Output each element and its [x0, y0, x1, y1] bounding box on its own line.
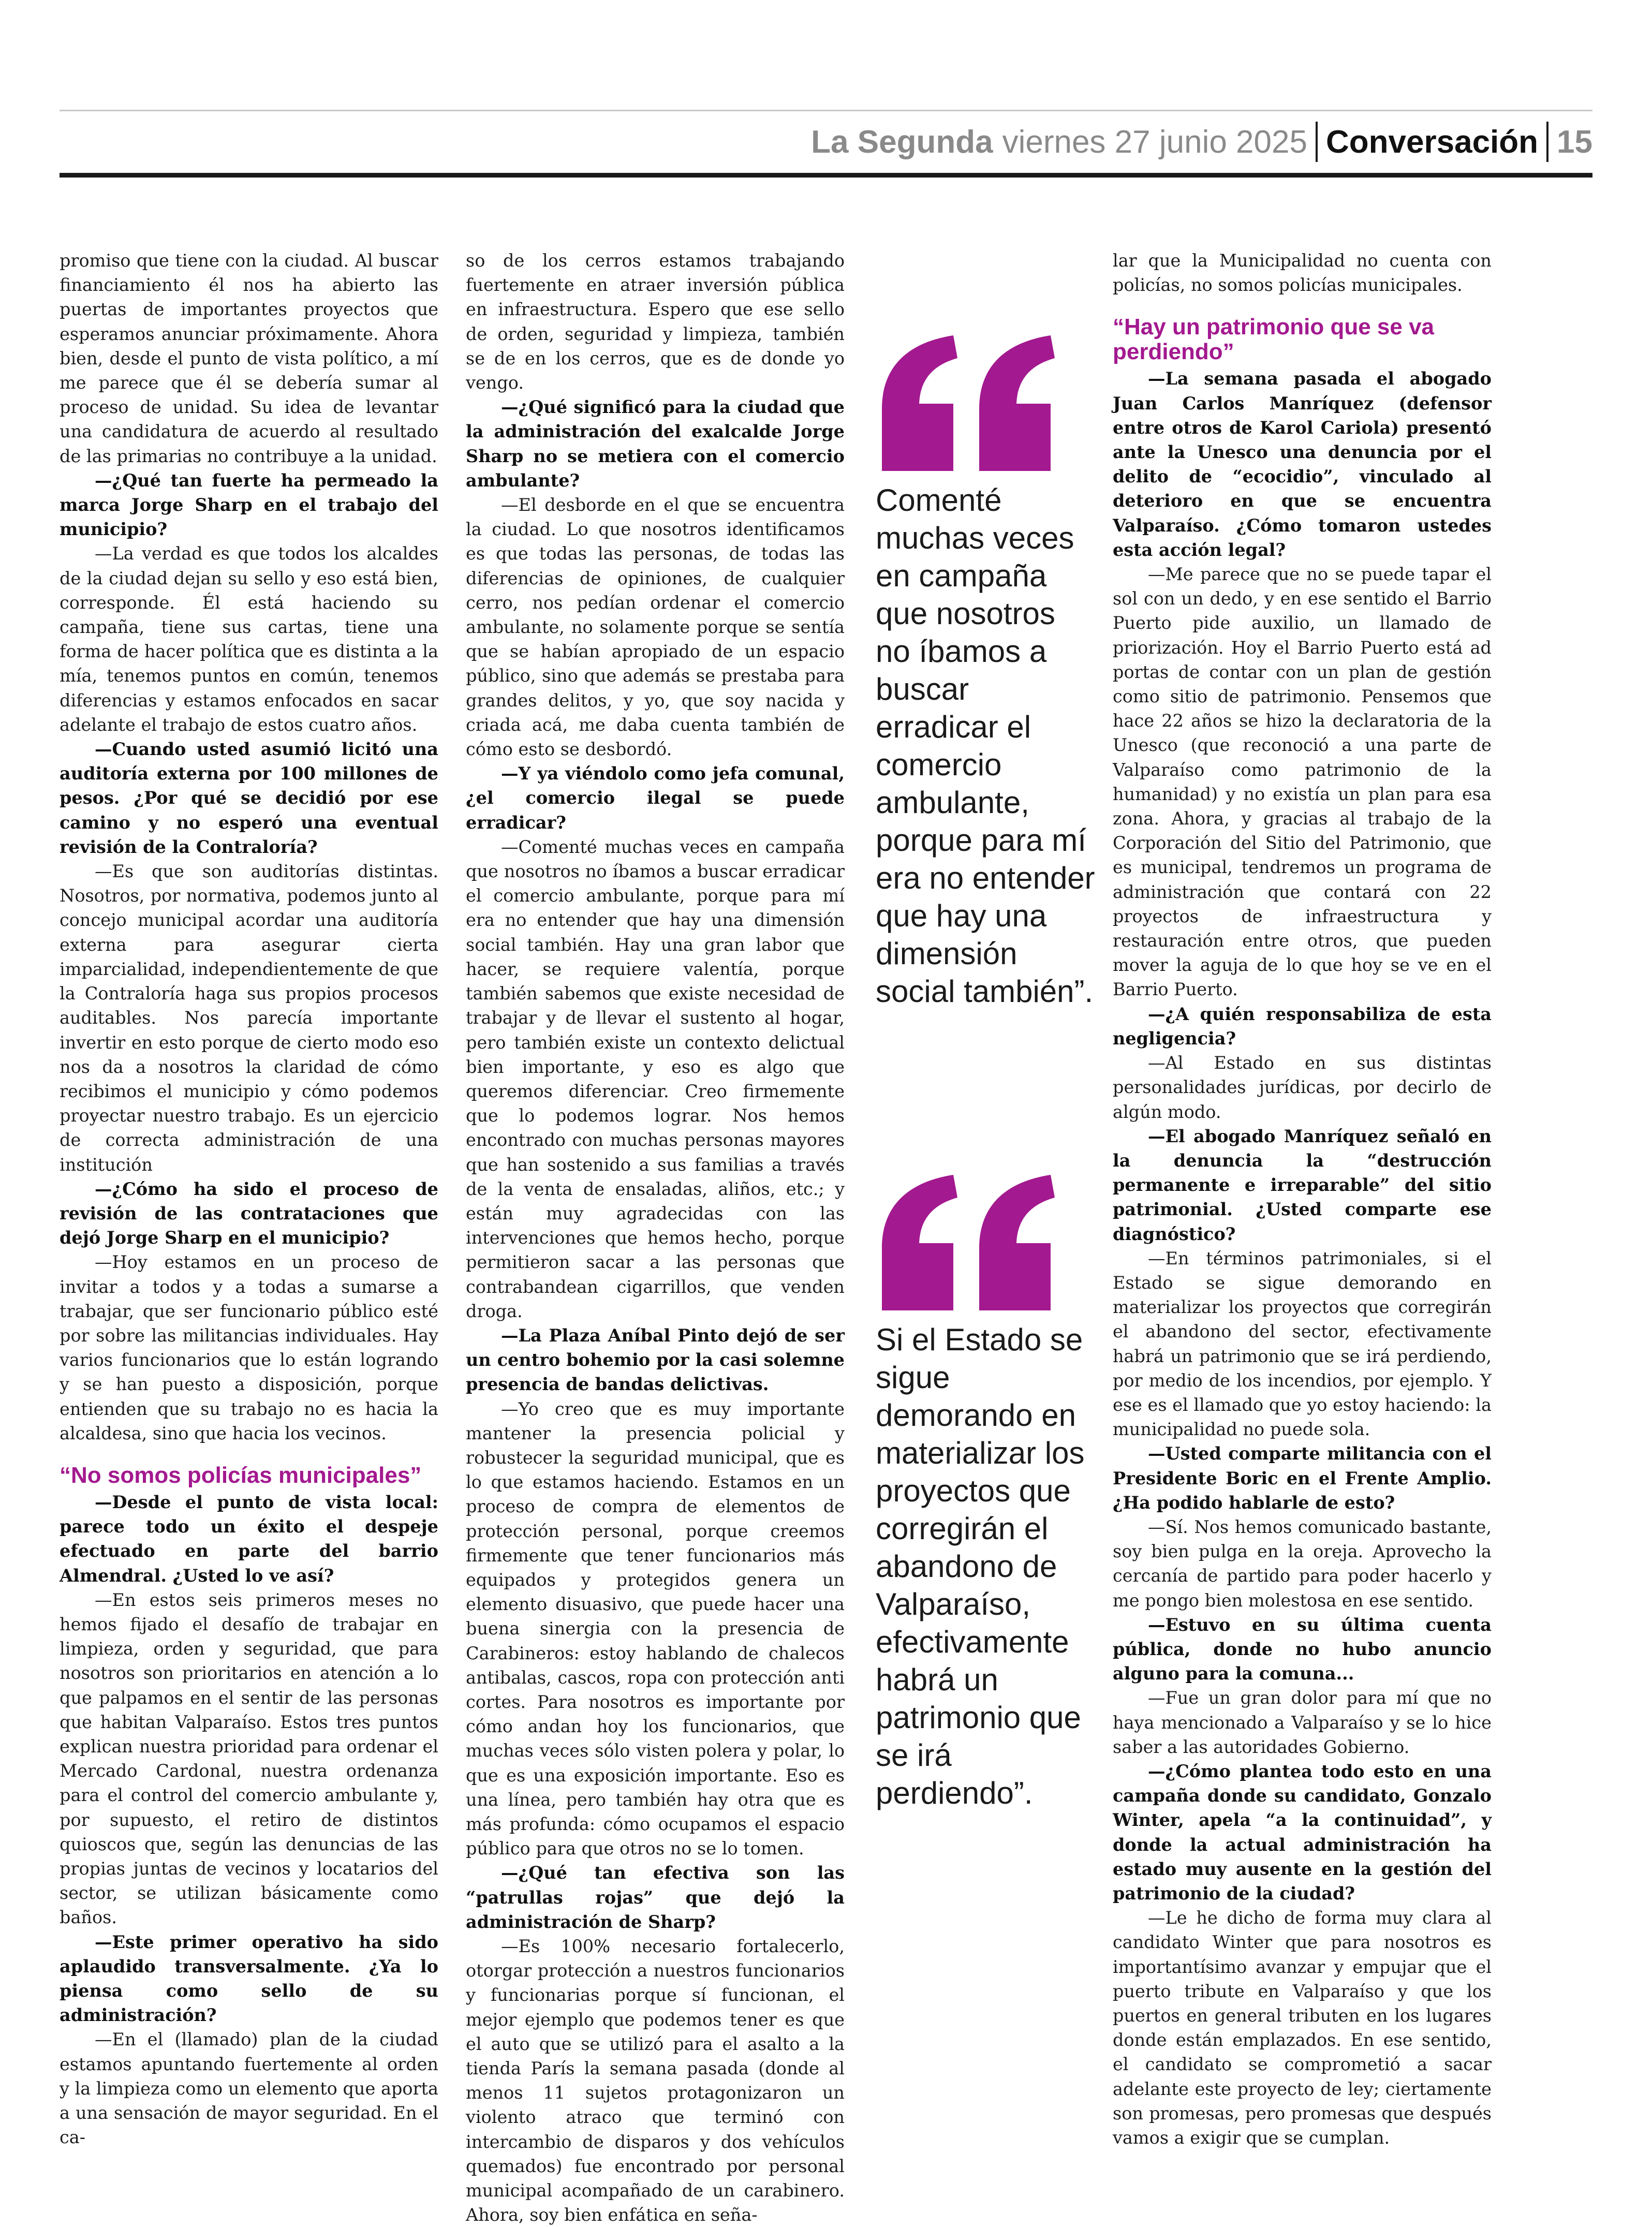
interview-answer: —En el (llamado) plan de la ciudad estamos apuntando fuertemente al orden y la limpieza como un elemento que aporta a una sensación de mayor seguridad. En el ca- — [60, 2029, 439, 2148]
interview-answer: —Fue un gran dolor para mí que no haya mencionado a Valparaíso y se lo hice saber a las autoridades Gobierno. — [1113, 1688, 1492, 1757]
interview-answer: —Es 100% necesario fortalecerlo, otorgar protección a nuestros funcionarios y funcionarias porque sí funcionan, el mejor ejemplo que podemos tener es que el auto que se utilizó para el asalto a la tienda París la semana pasada (donde al menos 11 sujetos protagonizaron un violento atraco que terminó con intercambio de disparos y dos vehículos quemados) fue encontrado por personal municipal acompañado de un carabinero. Ahora, soy bien enfática en seña- — [466, 1936, 845, 2225]
pull-quote-text: Comenté muchas veces en campaña que nosotros no íbamos a buscar erradicar el comercio ambulante, porque para mí era no entender que hay una dimensión social también”. — [876, 483, 1095, 1009]
interview-question: —¿Qué tan efectiva son las “patrullas rojas” que dejó la administración de Sharp? — [466, 1863, 845, 1932]
interview-question: —El abogado Manríquez señaló en la denuncia la “destrucción permanente e irreparable” del sitio patrimonial. ¿Usted comparte ese diagnóstico? — [1113, 1126, 1492, 1244]
interview-question: —Usted comparte militancia con el Presidente Boric en el Frente Amplio. ¿Ha podido hablarle de esto? — [1113, 1443, 1492, 1513]
interview-answer: —Al Estado en sus distintas personalidades jurídicas, por decirlo de algún modo. — [1113, 1053, 1492, 1122]
pull-quote-text: Si el Estado se sigue demorando en materializar los proyectos que corregirán el abandono de Valparaíso, efectivamente habrá un patrimonio que se irá perdiendo”. — [876, 1322, 1085, 1810]
interview-question: —Cuando usted asumió licitó una auditoría externa por 100 millones de pesos. ¿Por qué se decidió por ese camino y no esperó una eventual revisión de la Contraloría? — [60, 739, 438, 857]
interview-question: —Y ya viéndolo como jefa comunal, ¿el comercio ilegal se puede erradicar? — [466, 763, 845, 833]
interview-question: —Estuvo en su última cuenta pública, donde no hubo anuncio alguno para la comuna... — [1113, 1614, 1492, 1684]
page-header — [811, 115, 1592, 169]
interview-question: —¿A quién responsabiliza de esta negligencia? — [1113, 1004, 1492, 1049]
article-column-4 — [1113, 248, 1492, 2150]
header-separator — [1316, 122, 1318, 162]
header-separator — [1546, 122, 1548, 162]
interview-answer: —Me parece que no se puede tapar el sol con un dedo, y en ese sentido el Barrio Puerto pide auxilio, un llamado de priorización. Hoy el Barrio Puerto está ad portas de contar con un plan de gestión como sitio de patrimonio. Pensemos que hace 22 años se hizo la declaratoria de la Unesco (que reconoció a una parte de Valparaíso como patrimonio de la humanidad) y no existía un plan para esa zona. Ahora, y gracias al trabajo de la Corporación del Sitio del Patrimonio, que es municipal, tendremos un programa de administración que contará con 22 proyectos de infraestructura y restauración entre otros, que pueden mover la aguja de lo que hoy se ve en el Barrio Puerto. — [1113, 564, 1492, 1000]
header-bottom-rule — [60, 173, 1592, 178]
interview-answer: —Yo creo que es muy importante mantener la presencia policial y robustecer la seguridad municipal, que es lo que estamos haciendo. Estamos en un proceso de compra de elementos de protección personal, porque creemos firmemente que tener funcionarios más equipados y protegidos genera un elemento disuasivo, que puede hacer una buena sinergia con la presencia de Carabineros: estoy hablando de chalecos antibalas, cascos, ropa con protección anti cortes. Para nosotros es importante por cómo andan hoy los funcionarios, que muchas veces sólo visten polera y polar, lo que es una exposición importante. Eso es una línea, pero también hay otra que es más profunda: cómo ocupamos el espacio público para que otros no se lo tomen. — [466, 1398, 845, 1859]
interview-question: —Desde el punto de vista local: parece todo un éxito el despeje efectuado en parte del barrio Almendral. ¿Usted lo ve así? — [60, 1492, 438, 1586]
newspaper-brand: La Segunda — [811, 124, 993, 160]
page-number: 15 — [1557, 124, 1592, 160]
issue-date: viernes 27 junio 2025 — [1002, 124, 1307, 160]
interview-answer: —En estos seis primeros meses no hemos fijado el desafío de trabajar en limpieza, orden y seguridad, que para nosotros son prioritarios en atención a lo que palpamos en el sentir de las personas que habitan Valparaíso. Estos tres puntos explican nuestra prioridad para ordenar el Mercado Cardonal, nuestra ordenanza para el control del comercio ambulante y, por supuesto, el retiro de distintos quioscos que, según las denuncias de las propias juntas de vecinos y locatarios del sector, se utilizan básicamente como baños. — [60, 1589, 438, 1928]
interview-answer: —En términos patrimoniales, si el Estado se sigue demorando en materializar los proyectos que corregirán el abandono del sector, efectivamente habrá un patrimonio que se irá perdiendo, por medio de los incendios, por ejemplo. Y ese es el llamado que yo estoy haciendo: la municipalidad no puede sola. — [1113, 1248, 1492, 1440]
interview-answer: —El desborde en el que se encuentra la ciudad. Lo que nosotros identificamos es que todas las personas, de todas las diferencias de opiniones, de cualquier cerro, nos pedían ordenar el comercio ambulante, no solamente porque se sentía que se habían apropiado de un espacio público, sino que además se prestaba para grandes delitos, y yo, que soy nacida y criada acá, me daba cuenta también de cómo esto se desbordó. — [466, 495, 845, 760]
paragraph: promiso que tiene con la ciudad. Al buscar financiamiento él nos ha abierto las puertas de importantes proyectos que esperamos anunciar próximamente. Ahora bien, desde el punto de vista político, a mí me parece que él se debería sumar al proceso de unidad. Su idea de levantar una candidatura de acuerdo al resultado de las primarias no contribuye a la unidad. — [60, 250, 438, 466]
pull-quote-2 — [876, 1171, 1098, 1812]
interview-question: —¿Qué tan fuerte ha permeado la marca Jorge Sharp en el trabajo del municipio? — [60, 470, 438, 540]
pull-quote-1 — [876, 331, 1098, 1010]
interview-answer: —La verdad es que todos los alcaldes de la ciudad dejan su sello y eso está bien, corresponde. Él está haciendo su campaña, tiene sus cartas, tiene una forma de hacer política que es distinta a la mía, tenemos puntos en común, tenemos diferencias y estamos enfocados en sacar adelante el trabajo de estos cuatro años. — [60, 543, 438, 735]
paragraph: so de los cerros estamos trabajando fuertemente en atraer inversión pública en infraestructura. Espero que ese sello de orden, seguridad y limpieza, también se de en los cerros, que es de donde yo vengo. — [466, 250, 845, 393]
interview-answer: —Sí. Nos hemos comunicado bastante, soy bien pulga en la oreja. Aprovecho la cercanía de partido para poder hacerlo y me pongo bien molestosa en ese sentido. — [1113, 1516, 1492, 1611]
section-name: Conversación — [1326, 124, 1539, 160]
subheading: “Hay un patrimonio que se va perdiendo” — [1113, 314, 1435, 365]
interview-answer: —Le he dicho de forma muy clara al candidato Winter que para nosotros es importantísimo avanzar y empujar que el puerto tribute en Valparaíso y que los puertos en general tributen en los lugares donde están emplazados. En ese sentido, el candidato se comprometió a sacar adelante este proyecto de ley; ciertamente son promesas, pero promesas que después vamos a exigir que se cumplan. — [1113, 1908, 1492, 2148]
interview-question: —La semana pasada el abogado Juan Carlos Manríquez (defensor entre otros de Karol Cariola) presentó ante la Unesco una denuncia por el delito de “ecocidio”, vinculado al deterioro en que se encuentra Valparaíso. ¿Cómo tomaron ustedes esta acción legal? — [1113, 368, 1492, 560]
interview-answer: —Es que son auditorías distintas. Nosotros, por normativa, podemos junto al concejo municipal acordar una auditoría externa para asegurar cierta imparcialidad, independientemente de que la Contraloría haga sus propios procesos auditables. Nos parecía importante invertir en esto porque de cierto modo eso nos da a nosotros la claridad de cómo recibimos el municipio y cómo podemos proyectar nuestro trabajo. Es un ejercicio de correcta administración de una institución — [60, 861, 438, 1175]
interview-question: —¿Qué significó para la ciudad que la administración del exalcalde Jorge Sharp no se metiera con el comercio ambulante? — [466, 397, 845, 491]
article-column-2 — [466, 248, 845, 2227]
interview-question: —La Plaza Aníbal Pinto dejó de ser un centro bohemio por la casi solemne presencia de bandas delictivas. — [466, 1325, 845, 1395]
interview-question: —¿Cómo ha sido el proceso de revisión de las contrataciones que dejó Jorge Sharp en el municipio? — [60, 1178, 438, 1248]
header-top-rule — [60, 110, 1592, 111]
interview-answer: —Comenté muchas veces en campaña que nosotros no íbamos a buscar erradicar el comercio ambulante, porque para mí era no entender que hay una dimensión social también. Hay una gran labor que hacer, se requiere valentía, porque también sabemos que existe necesidad de trabajar y de llevar el sustento al hogar, pero también existe un contexto delictual bien importante, y eso es algo que queremos diferenciar. Creo firmemente que lo podemos lograr. Nos hemos encontrado con muchas personas mayores que han sostenido a sus familias a través de la venta de ensaladas, aliños, etc.; y están muy agradecidas con las intervenciones que hemos hecho, porque permitieron sacar a las personas que contrabandean cigarrillos, que venden droga. — [466, 836, 845, 1321]
subheading: “No somos policías municipales” — [60, 1462, 422, 1488]
interview-question: —¿Cómo plantea todo esto en una campaña donde su candidato, Gonzalo Winter, apela “a la continuidad”, y donde la actual administración ha estado muy ausente en la gestión del patrimonio de la ciudad? — [1113, 1761, 1492, 1904]
interview-answer: —Hoy estamos en un proceso de invitar a todos y a todas a sumarse a trabajar, que ser funcionario público esté por sobre las militancias individuales. Hay varios funcionarios que lo están logrando y se han puesto a disposición, porque entienden que su trabajo no es hacia la alcaldesa, sino que hacia los vecinos. — [60, 1252, 438, 1443]
quote-mark-icon — [876, 331, 1062, 481]
quote-mark-icon — [876, 1171, 1062, 1321]
interview-question: —Este primer operativo ha sido aplaudido transversalmente. ¿Ya lo piensa como sello de su administración? — [60, 1931, 438, 2026]
article-column-1 — [60, 248, 438, 2149]
paragraph: lar que la Municipalidad no cuenta con policías, no somos policías municipales. — [1113, 250, 1492, 296]
